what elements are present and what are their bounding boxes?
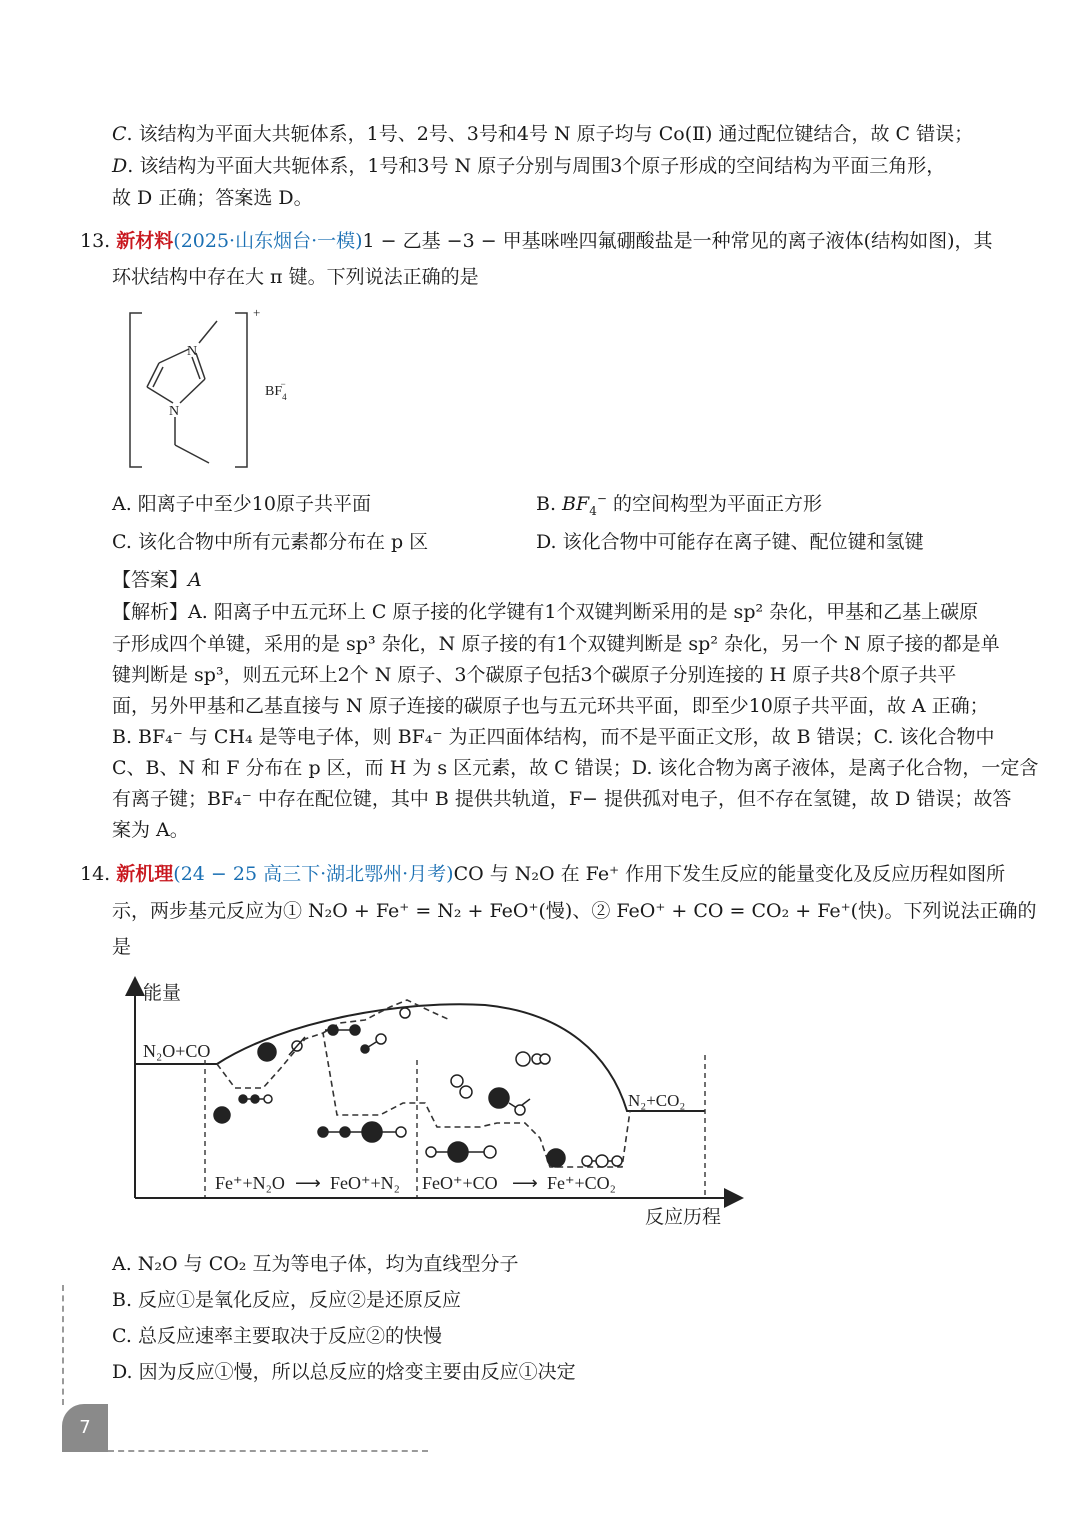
q14-source: (24 − 25 高三下·湖北鄂州·月考) [173,863,454,885]
stage-label-3: FeO⁺+CO [422,1173,498,1193]
right-bracket [235,313,247,467]
energy-diagram [125,975,750,1230]
q13-analysis-line-6: C、B、N 和 F 分布在 p 区，而 H 为 s 区元素，故 C 错误；D. 该化合物为离子液体，是离子化合物，一定含 [112,757,1039,779]
page-number: 7 [62,1404,108,1452]
stage-label-2: FeO⁺+N₂ [330,1173,400,1193]
q14-number: 14. [80,863,111,885]
q14-option-b[interactable]: B. 反应①是氧化反应，反应②是还原反应 [112,1289,462,1311]
q14-option-a[interactable]: A. N₂O 与 CO₂ 互为等电子体，均为直线型分子 [112,1253,519,1275]
imidazolium-structure [125,305,325,475]
q13-analysis-line-1: 【解析】A. 阳离子中五元环上 C 原子接的化学键有1个双键判断采用的是 sp² 杂化，甲基和乙基上碳原 [112,601,979,623]
q13-analysis-line-3: 键判断是 sp³，则五元环上2个 N 原子、3个碳原子包括3个碳原子分别连接的 H 原子共8个原子共平 [112,664,957,686]
q14-option-d[interactable]: D. 因为反应①慢，所以总反应的焓变主要由反应①决定 [112,1361,576,1383]
q13-tag: 新材料 [116,230,174,252]
q14-stem-cont-2: 是 [112,936,132,958]
q13-answer: 【答案】A [112,569,202,591]
q13-option-d[interactable]: D. 该化合物中可能存在离子键、配位键和氢键 [536,531,924,553]
q13-number: 13. [80,230,111,252]
q13-analysis-line-5: B. BF₄⁻ 与 CH₄ 是等电子体，则 BF₄⁻ 为正四面体结构，而不是平面正文形，故 B 错误；C. 该化合物中 [112,726,995,748]
margin-dashed-line [62,1285,64,1405]
q13-source: (2025·山东烟台·一模) [173,230,363,252]
q13-analysis-line-4: 面，另外甲基和乙基直接与 N 原子连接的碳原子也与五元环共平面，即至少10原子共平面，故 A 正确； [112,695,989,717]
footer-dashed-line [108,1450,428,1452]
stage-labels [215,1173,616,1193]
prev-option-d-cont: 故 D 正确；答案选 D。 [112,187,313,209]
start-label: N₂O+CO [143,1041,211,1061]
q13-analysis-line-2: 子形成四个单键，采用的是 sp³ 杂化，N 原子接的有1个双键判断是 sp² 杂化，另一个 N 原子接的都是单 [112,633,1000,655]
n-top-label: N [187,344,198,359]
q13-option-b[interactable]: B. $BF_4^-$ 的空间构型为平面正方形 [536,491,822,518]
stage-label-4: Fe⁺+CO₂ [547,1173,616,1193]
q13-stem: 13. 新材料(2025·山东烟台·一模)1 − 乙基 −3 − 甲基咪唑四氟硼酸盐是一种常见的离子液体(结构如图)，其 [80,230,993,252]
stage-label-1: Fe⁺+N₂O [215,1173,285,1193]
q13-stem-cont: 环状结构中存在大 π 键。下列说法正确的是 [112,266,479,288]
n-bottom-label: N [169,404,180,419]
stage-arrow-1: ⟶ [295,1173,321,1193]
left-bracket [130,313,142,467]
end-label: N₂+CO₂ [628,1091,686,1110]
y-axis-label: 能量 [143,983,182,1004]
x-axis-label: 反应历程 [645,1207,722,1228]
prev-option-c: C. 该结构为平面大共轭体系，1号、2号、3号和4号 N 原子均与 Co(Ⅱ) 通过配位键结合，故 C 错误； [112,123,974,145]
q13-analysis-line-8: 案为 A。 [112,819,189,841]
catalyzed-path [217,1033,630,1167]
q14-stem: 14. 新机理(24 − 25 高三下·湖北鄂州·月考)CO 与 N₂O 在 Fe⁺ 作用下发生反应的能量变化及反应历程如图所 [80,863,1006,885]
q13-analysis-line-7: 有离子键；BF₄⁻ 中存在配位键，其中 B 提供共轨道，F− 提供孤对电子，但不存在氢键，故 D 错误；故答 [112,788,1012,810]
q14-tag: 新机理 [116,863,174,885]
q14-option-c[interactable]: C. 总反应速率主要取决于反应②的快慢 [112,1325,442,1347]
q13-option-c[interactable]: C. 该化合物中所有元素都分布在 p 区 [112,531,429,553]
cation-charge: + [253,305,261,320]
molecule-sketches [214,1008,622,1167]
stage-arrow-2: ⟶ [512,1173,538,1193]
q14-stem-cont: 示，两步基元反应为① N₂O + Fe⁺ = N₂ + FeO⁺(慢)、② FeO⁺ + CO = CO₂ + Fe⁺(快)。下列说法正确的 [112,900,1037,922]
q13-option-a[interactable]: A. 阳离子中至少10原子共平面 [112,493,371,515]
anion-label: $BF_4-$ [265,379,287,402]
uncatalyzed-curve [135,1004,705,1111]
prev-option-d: D. 该结构为平面大共轭体系，1号和3号 N 原子分别与周围3个原子形成的空间结构为平面三角形， [112,155,946,177]
